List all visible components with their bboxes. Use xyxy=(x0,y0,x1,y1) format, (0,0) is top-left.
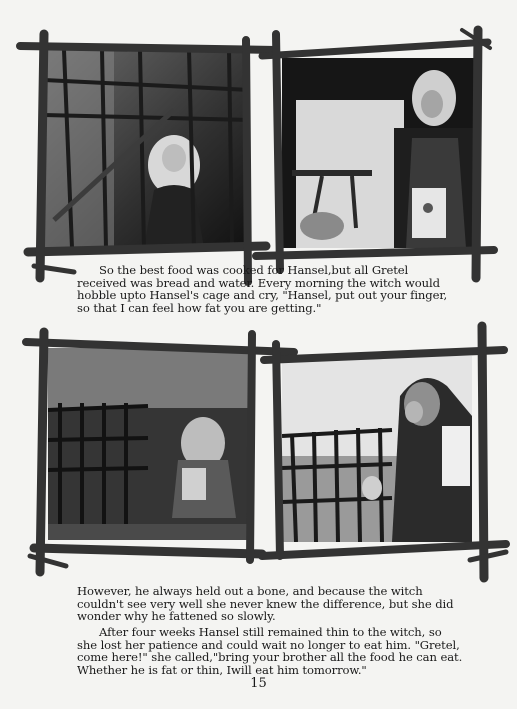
photo-witch-at-cage xyxy=(282,356,472,542)
photo-hansel-in-cage xyxy=(44,50,250,248)
story-paragraph-1 xyxy=(77,264,457,314)
story-paragraph-2 xyxy=(77,585,463,623)
story-paragraph-3 xyxy=(77,626,463,676)
paragraph-2-text: However, he always held out a bone, and because the witch couldn't see very well she never knew the difference, but she did wonder why he fattened so slowly. xyxy=(77,584,454,624)
paragraph-1-text: So the best food was cooked for Hansel,but all Gretel received was bread and water. Every morning the witch would hobble upto Hansel's cage and cry, "Hansel, put out your finger, so that I can feel how fat you are getting." xyxy=(77,263,448,315)
photo-children-in-cage xyxy=(48,348,248,540)
page-number: 15 xyxy=(250,676,267,691)
paragraph-3-text: After four weeks Hansel still remained thin to the witch, so she lost her patience and could wait no longer to eat him. "Gretel, come here!" she called,"bring your brother all the food he can eat. Whether he is fat or thin, Iwill eat him tomorrow." xyxy=(77,625,463,677)
photo-witch-kitchen xyxy=(282,58,474,248)
